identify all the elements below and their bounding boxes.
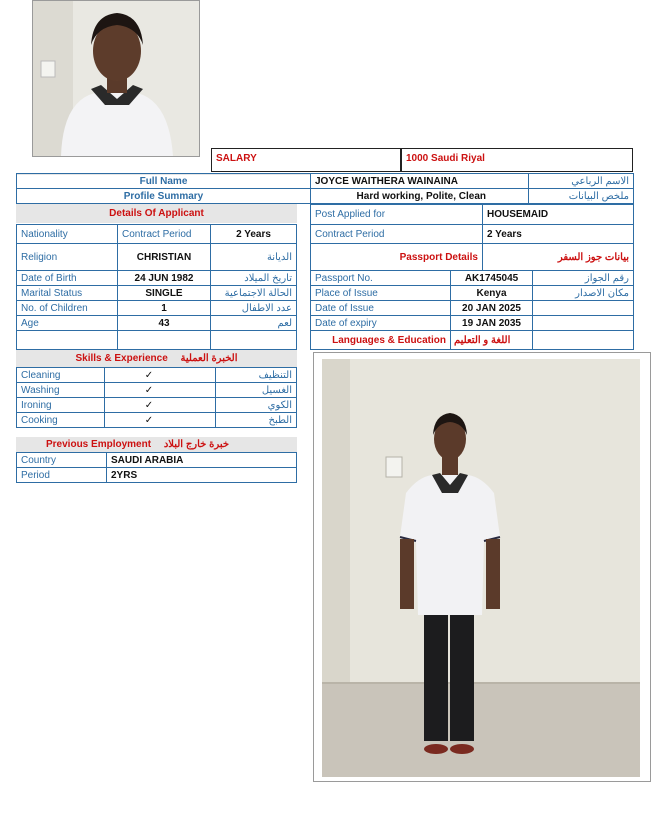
- passport-details-header: Passport Details: [310, 243, 483, 271]
- age-label: Age: [16, 315, 118, 331]
- contract-period-label: Contract Period: [117, 224, 211, 244]
- dob-value: 24 JUN 1982: [117, 270, 211, 286]
- empty-row-c: [210, 330, 297, 350]
- children-label: No. of Children: [16, 300, 118, 316]
- date-of-issue-empty: [532, 300, 634, 316]
- salary-value: 1000 Saudi Riyal: [401, 148, 633, 172]
- languages-header-ar: اللغة و التعليم: [450, 330, 533, 350]
- marital-ar: الحالة الاجتماعية: [210, 285, 297, 301]
- passport-no-label: Passport No.: [310, 270, 451, 286]
- children-ar: عدد الاطفال: [210, 300, 297, 316]
- full-name-label: Full Name: [16, 173, 311, 189]
- passport-no-ar: رقم الجواز: [532, 270, 634, 286]
- skill-row-label: Washing: [16, 382, 105, 398]
- place-of-issue-value: Kenya: [450, 285, 533, 301]
- skill-row-ar: الغسيل: [215, 382, 297, 398]
- languages-empty: [532, 330, 634, 350]
- employment-header-ar: خبرة خارج البلاد: [163, 439, 230, 450]
- skill-row-check: ✓: [104, 397, 216, 413]
- religion-value: CHRISTIAN: [117, 243, 211, 271]
- skills-header-ar: الخبرة العملية: [180, 353, 238, 364]
- empty-row-a: [16, 330, 118, 350]
- employment-period-label: Period: [16, 467, 107, 483]
- date-of-expiry-empty: [532, 315, 634, 331]
- place-of-issue-label: Place of Issue: [310, 285, 451, 301]
- profile-summary-value: Hard working, Polite, Clean: [310, 188, 529, 204]
- contract-period-value: 2 Years: [210, 224, 297, 244]
- age-ar: لعم: [210, 315, 297, 331]
- skill-row-check: ✓: [104, 367, 216, 383]
- full-name-value: JOYCE WAITHERA WAINAINA: [310, 173, 529, 189]
- full-body-photo: [313, 352, 651, 782]
- full-body-photo-image: [314, 353, 650, 781]
- skill-row-check: ✓: [104, 382, 216, 398]
- age-value: 43: [117, 315, 211, 331]
- employment-period-value: 2YRS: [106, 467, 297, 483]
- passport-photo: [32, 0, 200, 157]
- date-of-issue-label: Date of Issue: [310, 300, 451, 316]
- post-applied-value: HOUSEMAID: [482, 204, 634, 225]
- skills-header: [16, 350, 297, 367]
- employment-country-value: SAUDI ARABIA: [106, 452, 297, 468]
- skill-row-ar: الطبخ: [215, 412, 297, 428]
- skill-row-check: ✓: [104, 412, 216, 428]
- passport-no-value: AK1745045: [450, 270, 533, 286]
- languages-header: Languages & Education: [310, 330, 451, 350]
- dob-label: Date of Birth: [16, 270, 118, 286]
- employment-country-label: Country: [16, 452, 107, 468]
- skill-row-label: Cooking: [16, 412, 105, 428]
- employment-header: [16, 437, 297, 453]
- empty-row-b: [117, 330, 211, 350]
- post-applied-label: Post Applied for: [310, 204, 483, 225]
- marital-label: Marital Status: [16, 285, 118, 301]
- dob-ar: تاريخ الميلاد: [210, 270, 297, 286]
- skill-row-label: Ironing: [16, 397, 105, 413]
- place-of-issue-ar: مكان الاصدار: [532, 285, 634, 301]
- religion-ar: الديانة: [210, 243, 297, 271]
- skill-row-ar: التنظيف: [215, 367, 297, 383]
- profile-summary-ar: ملخص البيانات: [528, 188, 634, 204]
- profile-summary-label: Profile Summary: [16, 188, 311, 204]
- religion-label: Religion: [16, 243, 118, 271]
- date-of-expiry-label: Date of expiry: [310, 315, 451, 331]
- nationality-label: Nationality: [16, 224, 118, 244]
- post-contract-value: 2 Years: [482, 224, 634, 244]
- date-of-expiry-value: 19 JAN 2035: [450, 315, 533, 331]
- post-contract-label: Contract Period: [310, 224, 483, 244]
- passport-photo-image: [33, 1, 199, 156]
- employment-header-label: Previous Employment: [46, 439, 152, 450]
- skills-header-label: Skills & Experience: [75, 353, 168, 364]
- full-name-ar: الاسم الرباعي: [528, 173, 634, 189]
- passport-details-header-ar: بيانات جوز السفر: [482, 243, 634, 271]
- date-of-issue-value: 20 JAN 2025: [450, 300, 533, 316]
- children-value: 1: [117, 300, 211, 316]
- skill-row-label: Cleaning: [16, 367, 105, 383]
- marital-value: SINGLE: [117, 285, 211, 301]
- salary-label: SALARY: [211, 148, 401, 172]
- skill-row-ar: الكوي: [215, 397, 297, 413]
- details-header: Details Of Applicant: [16, 204, 297, 223]
